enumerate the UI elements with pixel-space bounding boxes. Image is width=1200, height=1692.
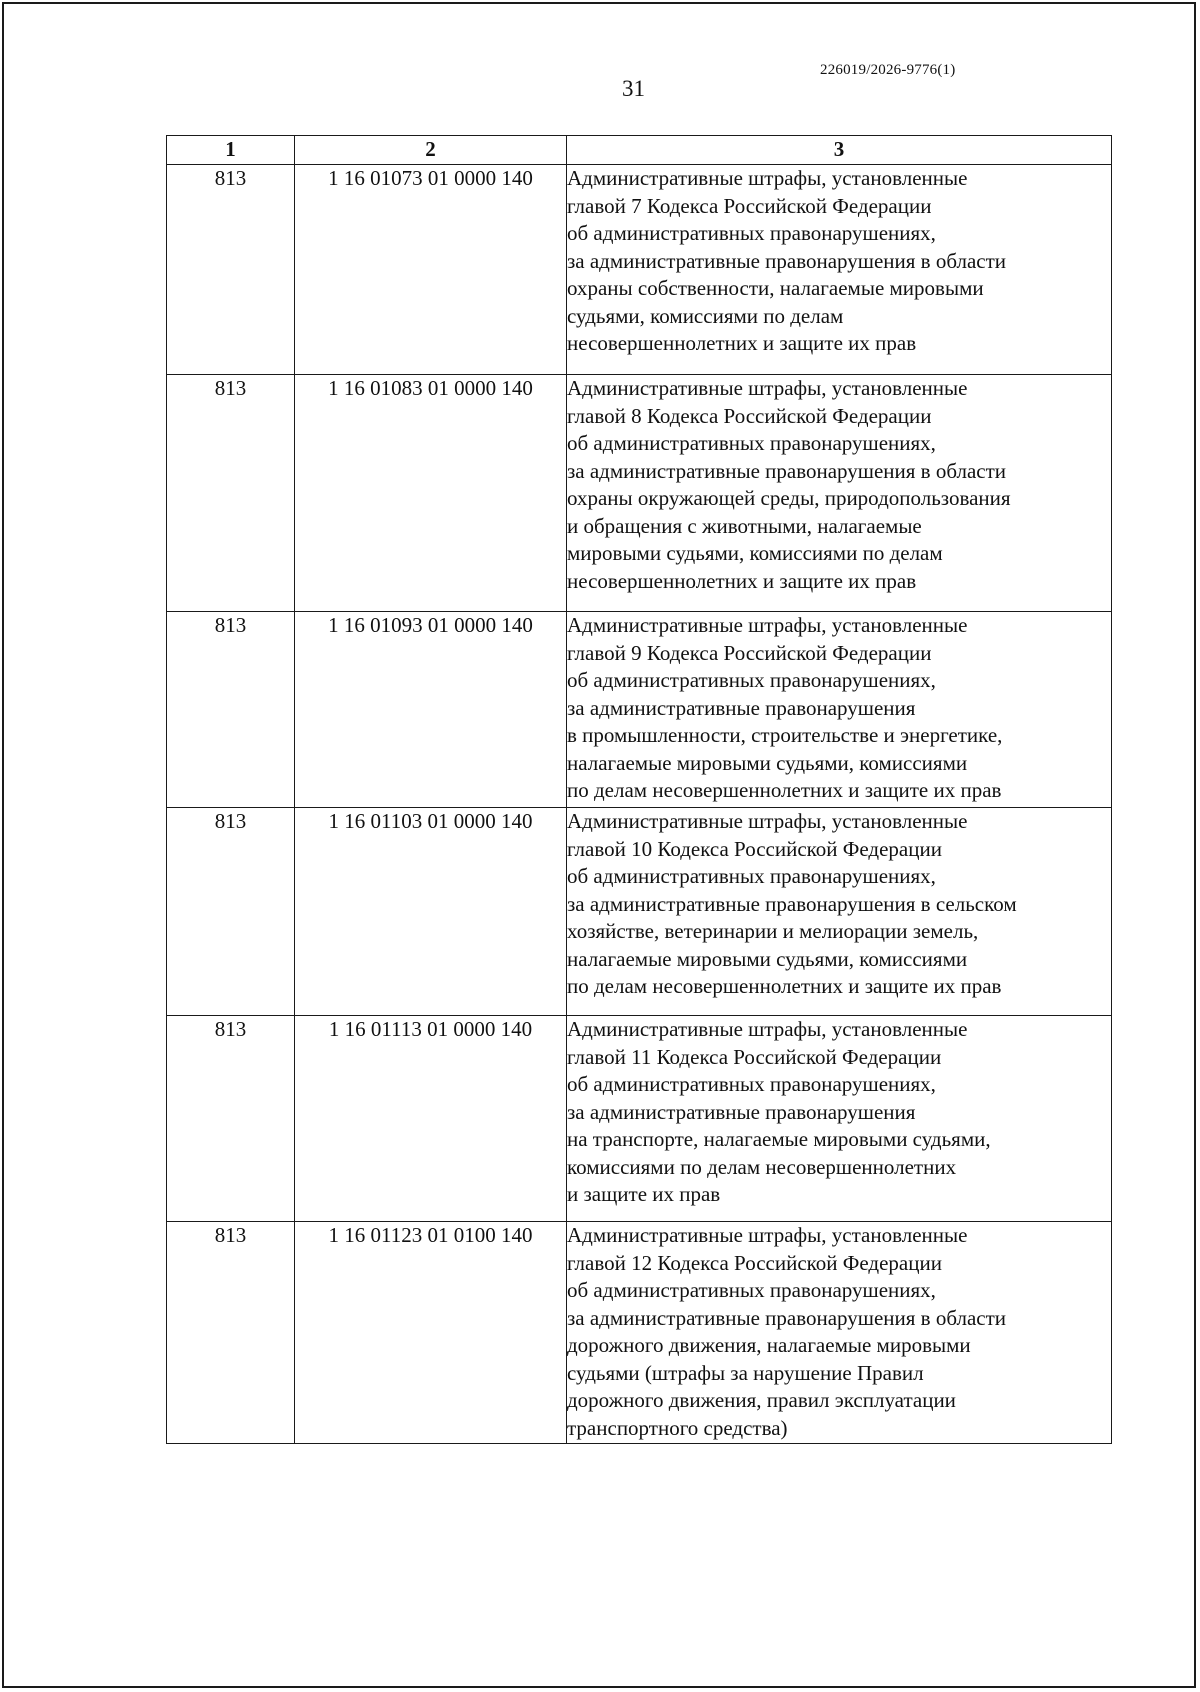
revenue-name-cell: Административные штрафы, установленные главой 9 Кодекса Российской Федерации об административных правонарушениях, за административные правонарушения в промышленности, строительстве и энергетике, налагаемые мировыми судьями, комиссиями по делам несовершеннолетних и защите их прав bbox=[567, 612, 1112, 808]
admin-code-cell: 813 bbox=[167, 808, 295, 1016]
revenue-name-cell: Административные штрафы, установленные главой 12 Кодекса Российской Федерации об административных правонарушениях, за административные правонарушения в области дорожного движения, налагаемые мировыми судьями (штрафы за нарушение Правил дорожного движения, правил эксплуатации транспортного средства) bbox=[567, 1222, 1112, 1444]
budget-code-cell: 1 16 01093 01 0000 140 bbox=[295, 612, 567, 808]
column-header-1: 1 bbox=[167, 136, 295, 165]
table-header-row bbox=[167, 136, 1112, 165]
revenue-name-cell: Административные штрафы, установленные главой 10 Кодекса Российской Федерации об административных правонарушениях, за административные правонарушения в сельском хозяйстве, ветеринарии и мелиорации земель, налагаемые мировыми судьями, комиссиями по делам несовершеннолетних и защите их прав bbox=[567, 808, 1112, 1016]
column-header-2: 2 bbox=[295, 136, 567, 165]
table-row bbox=[167, 808, 1112, 1016]
budget-code-cell: 1 16 01123 01 0100 140 bbox=[295, 1222, 567, 1444]
table-row bbox=[167, 375, 1112, 612]
column-header-3: 3 bbox=[567, 136, 1112, 165]
table-row bbox=[167, 165, 1112, 375]
revenue-name-cell: Административные штрафы, установленные главой 8 Кодекса Российской Федерации об административных правонарушениях, за административные правонарушения в области охраны окружающей среды, природопользования и обращения с животными, налагаемые мировыми судьями, комиссиями по делам несовершеннолетних и защите их прав bbox=[567, 375, 1112, 612]
document-reference-number: 226019/2026-9776(1) bbox=[820, 62, 956, 78]
table-row bbox=[167, 612, 1112, 808]
budget-code-cell: 1 16 01083 01 0000 140 bbox=[295, 375, 567, 612]
budget-code-cell: 1 16 01103 01 0000 140 bbox=[295, 808, 567, 1016]
budget-classification-table bbox=[166, 135, 1112, 1444]
admin-code-cell: 813 bbox=[167, 165, 295, 375]
admin-code-cell: 813 bbox=[167, 612, 295, 808]
budget-code-cell: 1 16 01113 01 0000 140 bbox=[295, 1016, 567, 1222]
admin-code-cell: 813 bbox=[167, 1222, 295, 1444]
revenue-name-cell: Административные штрафы, установленные главой 11 Кодекса Российской Федерации об административных правонарушениях, за административные правонарушения на транспорте, налагаемые мировыми судьями, комиссиями по делам несовершеннолетних и защите их прав bbox=[567, 1016, 1112, 1222]
table-row bbox=[167, 1016, 1112, 1222]
table-row bbox=[167, 1222, 1112, 1444]
budget-code-cell: 1 16 01073 01 0000 140 bbox=[295, 165, 567, 375]
revenue-name-cell: Административные штрафы, установленные главой 7 Кодекса Российской Федерации об административных правонарушениях, за административные правонарушения в области охраны собственности, налагаемые мировыми судьями, комиссиями по делам несовершеннолетних и защите их прав bbox=[567, 165, 1112, 375]
page-number: 31 bbox=[622, 76, 645, 101]
admin-code-cell: 813 bbox=[167, 375, 295, 612]
admin-code-cell: 813 bbox=[167, 1016, 295, 1222]
